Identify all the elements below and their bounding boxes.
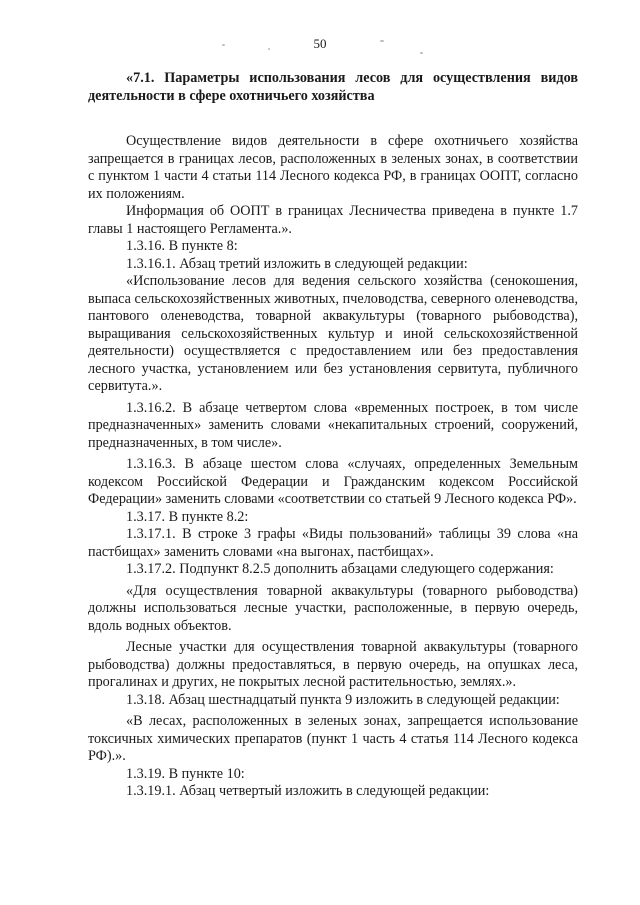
paragraph: 1.3.16. В пункте 8: [126, 238, 238, 254]
paragraph: 1.3.16.3. В абзаце шестом слова «случаях, определенных Земельным кодексом Российской Федерации и Гражданским кодексом Российской Федерации» заменить словами «соответствии со статьей 9 Лесного кодекса РФ». [88, 456, 578, 507]
paragraph: 1.3.17.1. В строке 3 графы «Виды пользований» таблицы 39 слова «на пастбищах» заменить словами «на выгонах, пастбищах». [88, 526, 578, 560]
paragraph: 1.3.16.1. Абзац третий изложить в следующей редакции: [126, 255, 468, 272]
paragraph: «Для осуществления товарной аквакультуры (товарного рыбоводства) должны использоваться лесные участки, расположенные, в первую очередь, вдоль водных объектов. [88, 582, 578, 634]
paragraph: 1.3.18. Абзац шестнадцатый пункта 9 изложить в следующей редакции: [126, 691, 560, 708]
page-number: 50 [313, 36, 327, 51]
document-body [88, 70, 578, 801]
paragraph: Лесные участки для осуществления товарной аквакультуры (товарного рыбоводства) должны предоставляться, в первую очередь, на опушках леса, прогалинах и других, не покрытых лесной растительностью, землях.». [88, 639, 578, 690]
paragraph: Осуществление видов деятельности в сфере охотничьего хозяйства запрещается в границах лесов, расположенных в зеленых зонах, в соответствии с пунктом 1 части 4 статьи 114 Лесного кодекса РФ, в границах ООПТ, согласно их положениям. [88, 133, 578, 202]
paragraph: Информация об ООПТ в границах Лесничества приведена в пункте 1.7 главы 1 настоящего Регламента.». [88, 203, 578, 237]
scan-speck [420, 52, 423, 54]
paragraph: 1.3.19.1. Абзац четвертый изложить в следующей редакции: [126, 783, 490, 799]
paragraph: «В лесах, расположенных в зеленых зонах, запрещается использование токсичных химических препаратов (пункт 1 часть 4 статья 114 Лесного кодекса РФ).». [88, 713, 578, 764]
paragraph: 1.3.16.2. В абзаце четвертом слова «временных построек, в том числе предназначенных» заменить словами «некапитальных строений, сооружений, предназначенных, в том числе». [88, 399, 578, 451]
paragraph: «Использование лесов для ведения сельского хозяйства (сенокошения, выпаса сельскохозяйственных животных, пчеловодства, северного оленеводства, пантового оленеводства, товарной аквакультуры (товарного рыбоводства), выращивания сельскохозяйственных культур и иной сельскохозяйственной деятельности) осуществляется с предоставлением или без предоставления лесного участка, установлением или без установления сервитута, публичного сервитута.». [88, 273, 578, 394]
paragraph: 1.3.17. В пункте 8.2: [126, 508, 249, 525]
paragraph: 1.3.19. В пункте 10: [126, 765, 245, 782]
section-heading: «7.1. Параметры использования лесов для осуществления видов деятельности в сфере охотничьего хозяйства [88, 70, 578, 104]
paragraph: 1.3.17.2. Подпункт 8.2.5 дополнить абзацами следующего содержания: [126, 561, 554, 577]
